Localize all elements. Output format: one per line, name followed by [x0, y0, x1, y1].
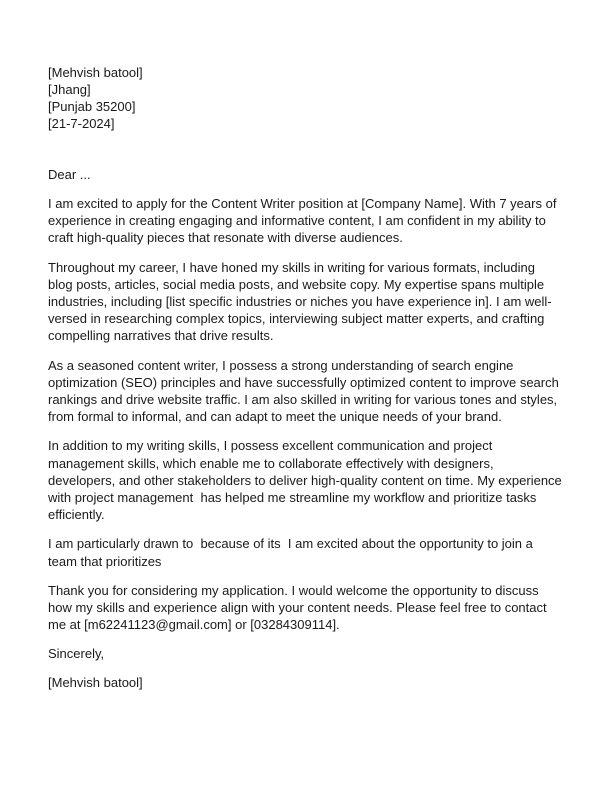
valediction: Sincerely, — [48, 646, 105, 662]
sender-city: [Jhang] — [48, 82, 91, 97]
sender-region: [Punjab 35200] — [48, 99, 136, 114]
paragraph-seo-skills: As a seasoned content writer, I possess a strong understanding of search engine optimization (SEO) principles and have successfully optimized content to improve search rankings and drive website traffic. I am also skilled in writing for various tones and styles, from formal to informal, and can adapt to meet the unique needs of your brand. — [48, 357, 563, 425]
signature-name: [Mehvish batool] — [48, 675, 143, 691]
sender-address-block — [48, 64, 563, 132]
sender-date: [21-7-2024] — [48, 116, 115, 131]
cover-letter-body — [48, 64, 566, 691]
sender-name: [Mehvish batool] — [48, 65, 143, 80]
paragraph-communication-skills: In addition to my writing skills, I possess excellent communication and project management skills, which enable me to collaborate effectively with designers, developers, and other stakeholders to deliver high-quality content on time. My experience with project management has helped me streamline my workflow and prioritize tasks efficiently. — [48, 438, 566, 523]
paragraph-career-formats: Throughout my career, I have honed my skills in writing for various formats, including blog posts, articles, social media posts, and website copy. My expertise spans multiple industries, including [list specific industries or niches you have experience in]. I am well-versed in researching complex topics, interviewing subject matter experts, and crafting compelling narratives that drive results. — [48, 259, 552, 344]
paragraph-motivation: I am particularly drawn to because of its I am excited about the opportunity to join a team that prioritizes — [48, 536, 537, 569]
paragraph-closing-thanks: Thank you for considering my application. I would welcome the opportunity to discuss how my skills and experience align with your content needs. Please feel free to contact me at [m62241123@gmail.com] or [03284309114]. — [48, 582, 551, 633]
paragraph-intro: I am excited to apply for the Content Writer position at [Company Name]. With 7 years of experience in creating engaging and informative content, I am confident in my ability to craft high-quality pieces that resonate with diverse audiences. — [48, 196, 561, 246]
salutation: Dear ... — [48, 167, 91, 182]
